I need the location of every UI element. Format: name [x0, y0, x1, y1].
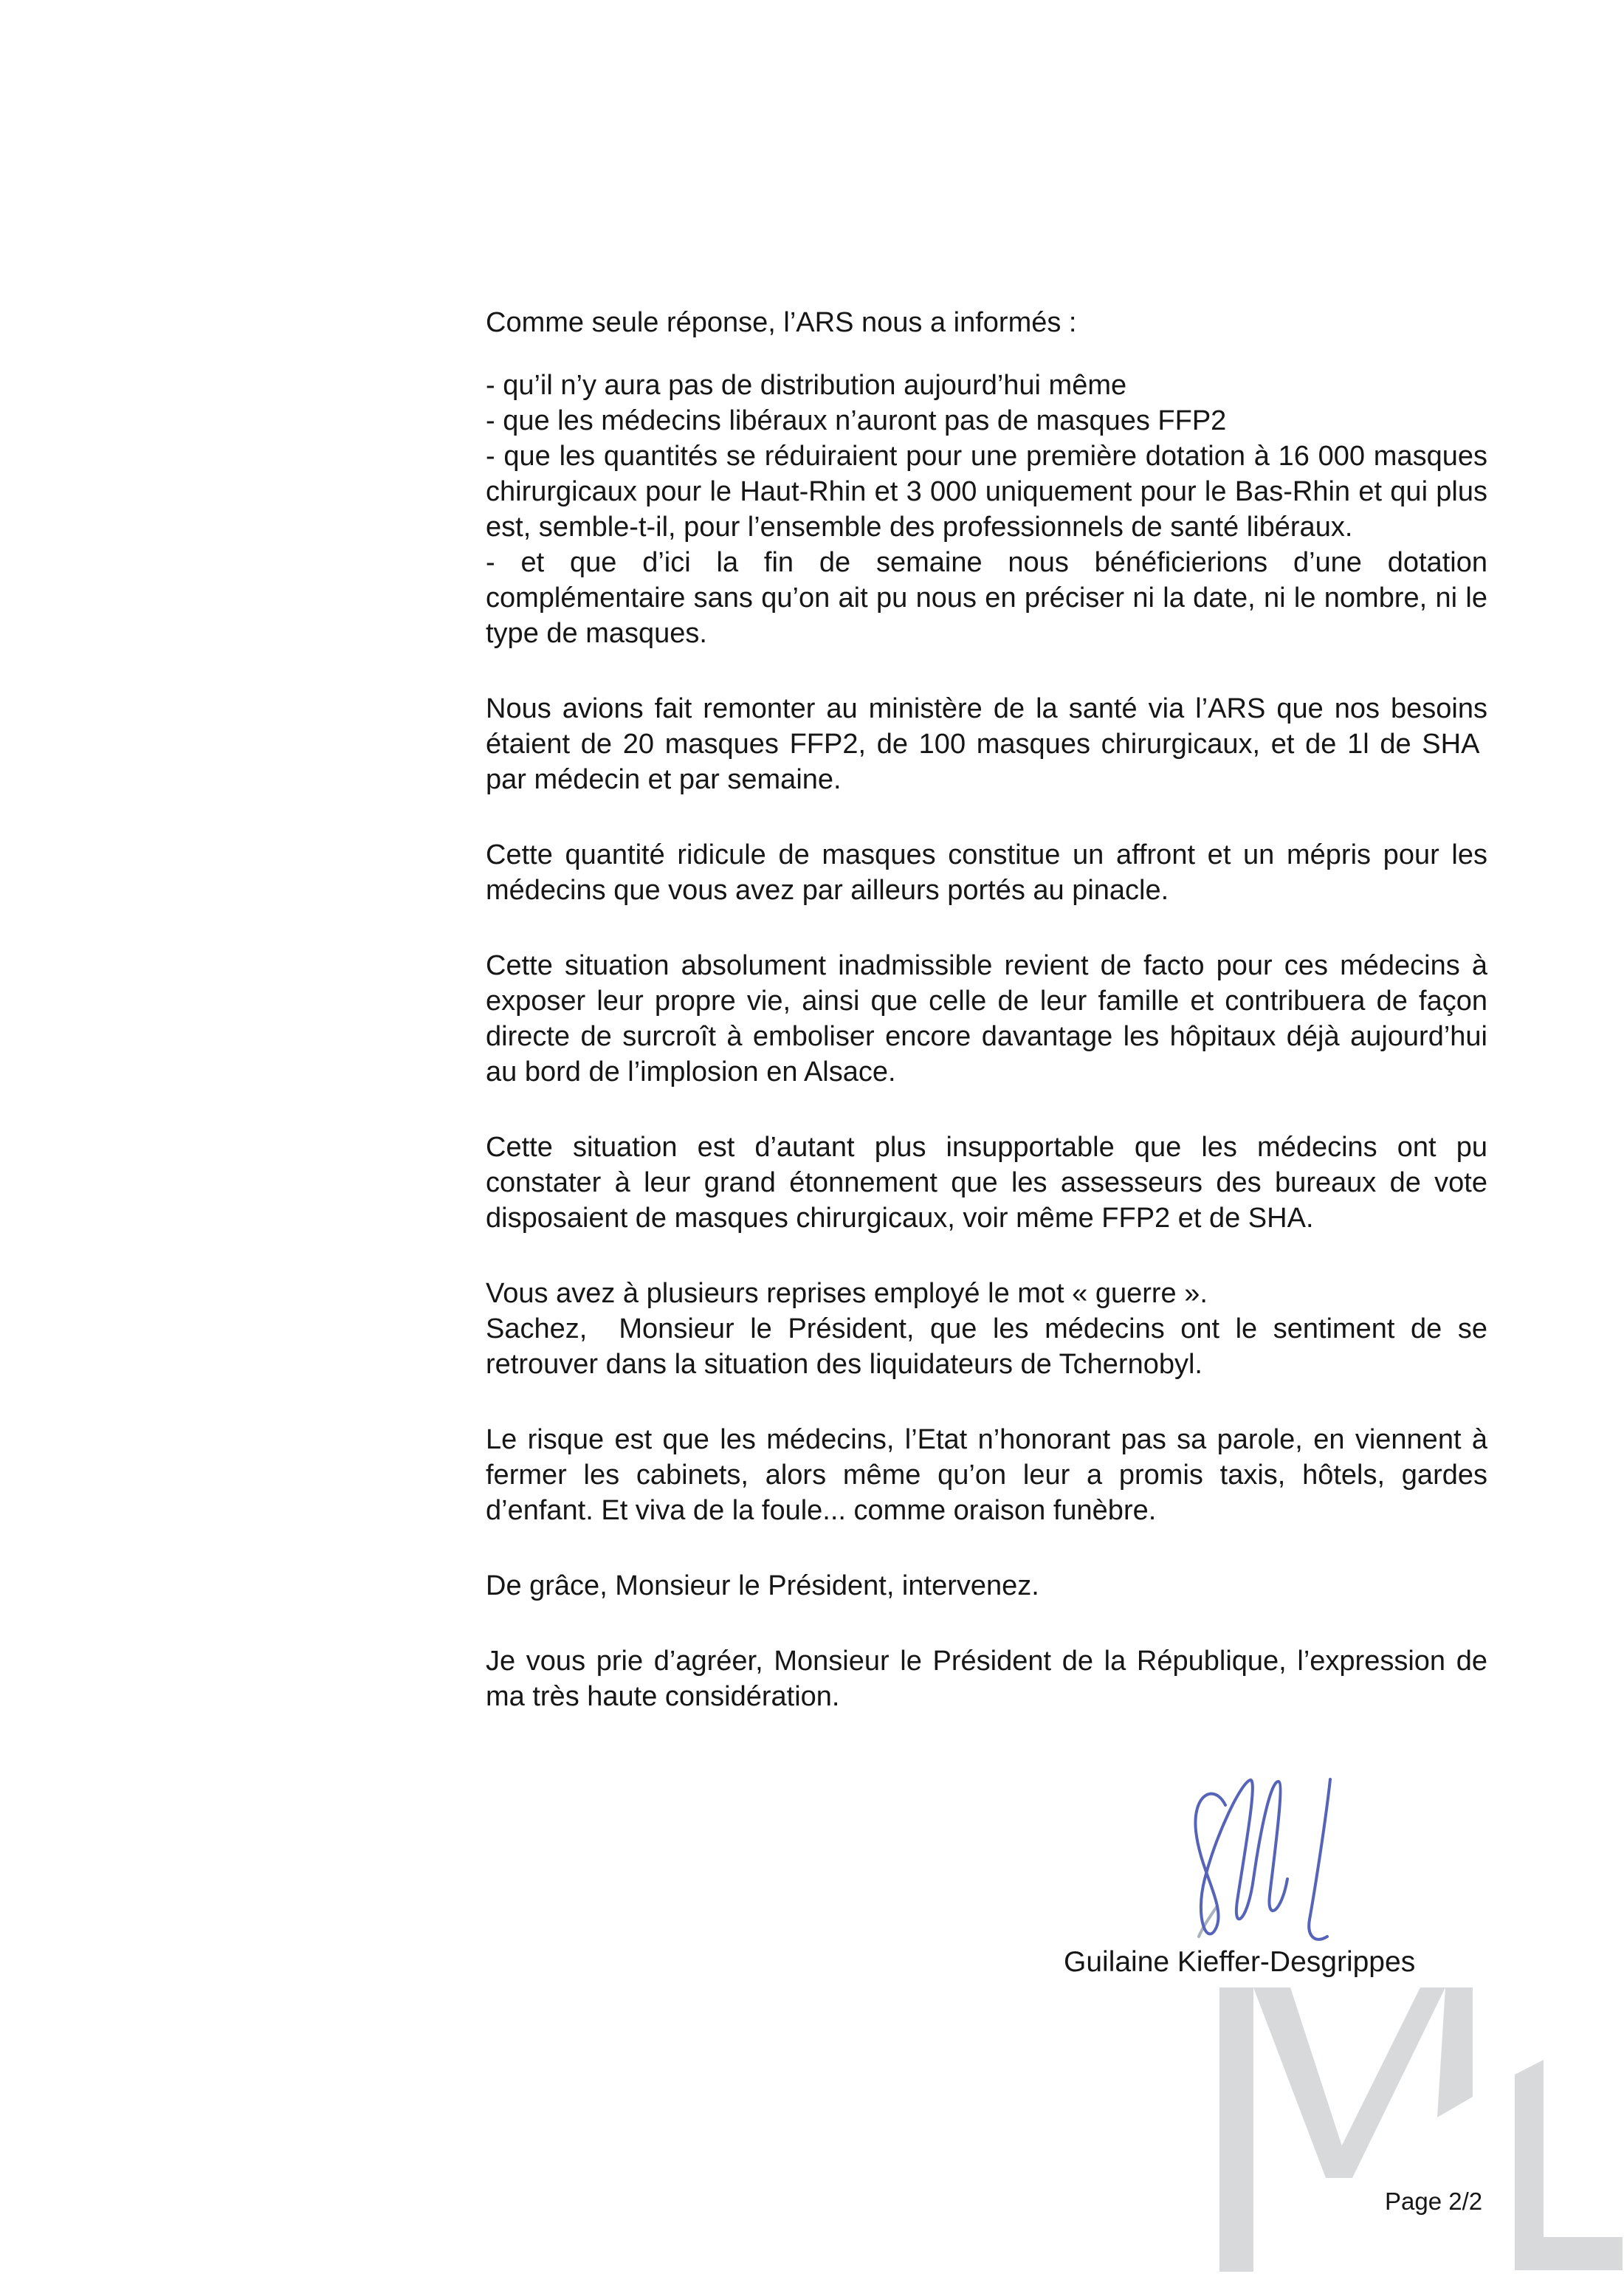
- letter-paragraph: - qu’il n’y aura pas de distribution aujourd’hui même: [486, 370, 1127, 401]
- watermark-letter-m: [1219, 1987, 1253, 2272]
- watermark-letter-m: [1253, 1987, 1352, 2178]
- letter-paragraph: Vous avez à plusieurs reprises employé le mot « guerre ».: [486, 1278, 1208, 1309]
- letter-paragraph: Cette quantité ridicule de masques constitue un affront et un mépris pour les médecins que vous avez par ailleurs portés au pinacle.: [486, 839, 1487, 906]
- letter-body: [486, 305, 1487, 1714]
- signature-stroke: [1195, 1780, 1287, 1934]
- letter-paragraph: - et que d’ici la fin de semaine nous bénéficierions d’une dotation complémentaire sans qu’on ait pu nous en préciser ni la date, ni le nombre, ni le type de masques.: [486, 547, 1487, 649]
- watermark-letter-m: [1437, 1987, 1473, 2117]
- letter-paragraph: Sachez, Monsieur le Président, que les médecins ont le sentiment de se retrouver dans la situation des liquidateurs de Tchernobyl.: [486, 1313, 1487, 1380]
- letter-paragraph: - que les quantités se réduiraient pour une première dotation à 16 000 masques chirurgicaux pour le Haut-Rhin et 3 000 uniquement pour le Bas-Rhin et qui plus est, semble-t-il, pour l’ensemble des professionnels de santé libéraux.: [486, 441, 1487, 543]
- letter-paragraph: Nous avions fait remonter au ministère de la santé via l’ARS que nos besoins étaient de 20 masques FFP2, de 100 masques chirurgicaux, et de 1l de SHA par médecin et par semaine.: [486, 693, 1487, 795]
- letter-paragraph: Le risque est que les médecins, l’Etat n’honorant pas sa parole, en viennent à fermer les cabinets, alors même qu’on leur a promis taxis, hôtels, gardes d’enfant. Et viva de la foule... comme oraison funèbre.: [486, 1424, 1487, 1526]
- page-number: Page 2/2: [1385, 2188, 1483, 2215]
- handwritten-signature: [1174, 1768, 1351, 1953]
- letter-paragraph: De grâce, Monsieur le Président, intervenez.: [486, 1570, 1039, 1601]
- letter-paragraph: Je vous prie d’agréer, Monsieur le Président de la République, l’expression de ma très haute considération.: [486, 1646, 1487, 1712]
- watermark-letter-l: [1515, 2060, 1623, 2270]
- letter-paragraph: Cette situation est d’autant plus insupportable que les médecins ont pu constater à leur grand étonnement que les assesseurs des bureaux de vote disposaient de masques chirurgicaux, voir même FFP2 et de SHA.: [486, 1132, 1487, 1234]
- watermark-letter-m: [1326, 1987, 1445, 2178]
- letter-paragraph: Comme seule réponse, l’ARS nous a informés :: [486, 307, 1077, 338]
- letter-paragraph: Cette situation absolument inadmissible revient de facto pour ces médecins à exposer leur propre vie, ainsi que celle de leur famille et contribuera de façon directe de surcroît à emboliser encore davantage les hôpitaux déjà aujourd’hui au bord de l’implosion en Alsace.: [486, 950, 1487, 1087]
- watermark-ml: [1196, 1964, 1624, 2285]
- signature-stroke: [1309, 1779, 1330, 1939]
- letter-paragraph: - que les médecins libéraux n’auront pas de masques FFP2: [486, 405, 1227, 436]
- signer-name: Guilaine Kieffer-Desgrippes: [1064, 1946, 1416, 1978]
